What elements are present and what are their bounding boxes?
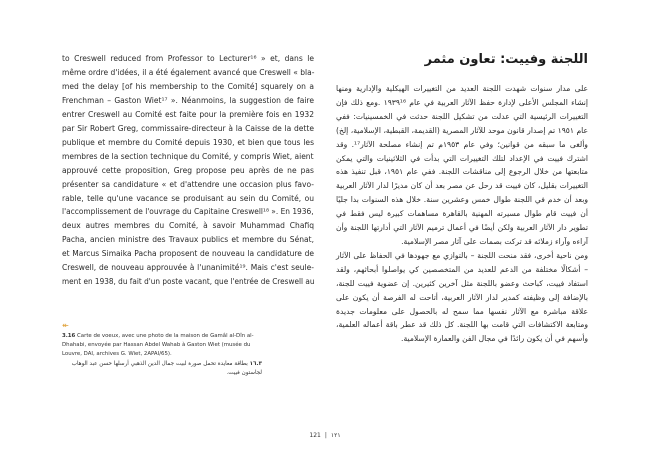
- french-text-column: [62, 52, 314, 289]
- french-line: présenter sa candidature « et d'attendre une occasion plus favo-: [62, 179, 314, 189]
- french-line: ment en 1938, du fait d'un poste vacant, que l'entrée de Creswell au: [62, 277, 315, 287]
- caption-arabic: [62, 360, 262, 378]
- folio-latin: 121: [309, 432, 321, 439]
- arabic-paragraph-1: على مدار سنوات شهدت اللجنة العديد من التغييرات الهيكلية والإدارية ومنها إنشاء المجلس الأعلى لإدارة حفظ الآثار العربية في عام ١٩٣٩¹⁶ .ومع ذلك فإن التغييرات الرئيسية التي عدلت من تشكيل اللجنة حدثت في الخمسينيات: ففي عام ١٩٥١ تم إصدار قانون موحد للآثار المصرية (القديمة، القبطية، الإسلامية، إلخ) وألغى ما سبقه من قوانين؛ وفي عام ١٩٥٣م تم إنشاء مصلحة الآثار¹⁷. وقد اشترك فييت في الإعداد لتلك التغييرات التي بدأت في الثلاثينيات والتي يمكن متابعتها من خلال الرجوع إلى مناقشات اللجنة. ففي عام ١٩٥١، قبل تنفيذ هذه التغييرات بقليل، كان فييت قد رحل عن مصر بعد أن كان مديرًا لدار الآثار العربية وبعد أن خدم في اللجنة طوال خمس وعشرين سنة. خلال هذه السنوات بدا جليًا أن فييت قام طوال مسيرته المهنية بالقاهرة مساهمات كبيرة ليس فقط في تطوير دار الآثار العربية ولكن أيضًا في أعمال ترميم الآثار التي أدارتها اللجنة وأن آراءه وآراء زملائه قد تركت بصمات على آثار مصر الإسلامية.: [336, 84, 589, 246]
- caption-number: 3.16: [62, 332, 76, 339]
- french-line: membres de la section technique du Comité, y compris Wiet, aient: [62, 151, 314, 161]
- french-line: deux autres membres du Comité, à savoir Muhammad Chafiq: [62, 221, 314, 231]
- folio-arabic: ١٢١: [330, 432, 341, 439]
- french-line: l'accomplissement de l'ouvrage du Capitaine Creswell¹⁸ ». En 1936,: [62, 207, 314, 217]
- arrow-icon: ↞: [62, 321, 69, 330]
- caption-arabic-text: بطاقة معايدة تحمل صورة لبيت جمال الدين الذهبي أرسلها حسن عبد الوهاب لجاستون فييت.: [71, 360, 262, 376]
- french-line: Creswell, de nouveau approuvée à l'unanimité¹⁹. Mais c'est seule-: [62, 263, 314, 273]
- figure-caption: [62, 322, 262, 377]
- french-line: Frenchman – Gaston Wiet¹⁷ ». Néanmoins, la suggestion de faire: [62, 95, 314, 105]
- section-title: اللجنة وفييت: تعاون مثمر: [424, 52, 588, 67]
- page-folio: [0, 432, 650, 439]
- french-line: publique et membre du Comité depuis 1930, et bien que tous les: [62, 137, 314, 147]
- french-line: approuvé cette proposition, Greg propose peu après de ne pas: [62, 165, 314, 175]
- french-line: Pacha, ancien ministre des Travaux publics et membre du Sénat,: [62, 235, 314, 245]
- french-line: et Marcus Simaika Pacha proposent de nouveau la candidature de: [62, 249, 314, 259]
- arabic-paragraph-2: ومن ناحية أخرى، فقد منحت اللجنة – بالتوازي مع جهودها في الحفاظ على الآثار – أشكالًا مختلفة من الدعم للعديد من المتخصصين كي يواصلوا أبحاثهم، ولقد استفاد فييت، كباحث وعضو باللجنة مثل آخرين كثيرين. إن عضوية فييت للجنة، بالإضافة إلى وظيفته كمدير لدار الآثار العربية، أتاحت له الفرصة أن يكون على علاقة مباشرة مع الآثار نفسها مما سمح له بالحصول على معلومات جديدة ومتابعة الاكتشافات التي قامت بها اللجنة. كل ذلك قد عطر باقة أعماله العلمية، وأسهم في أن يكون رائدًا في مجال الفن والعمارة الإسلامية.: [336, 250, 588, 344]
- french-line: to Creswell reduced from Professor to Lecturer¹⁶ » et, dans le: [62, 54, 314, 63]
- caption-french: [62, 332, 262, 359]
- caption-arabic-number: ١٦.٣: [249, 360, 262, 367]
- caption-french-text: Carte de voeux, avec une photo de la maison de Gamâl al-Dîn al-Dhahabi, envoyée par Hassan Abdel Wahab à Gaston Wiet (musée du Louvre, DAI, archives G. Wiet, 2APAI/65).: [62, 332, 254, 357]
- french-line: rable, telle qu'une vacance se produisant au sein du Comité, ou: [62, 193, 314, 203]
- french-line: entrer Creswell au Comité est faite pour la première fois en 1932: [62, 109, 314, 119]
- french-line: par Sir Robert Greg, commissaire-directeur à la Caisse de la dette: [62, 123, 314, 133]
- french-line: même ordre d'idées, il a été également avancé que Creswell « bla-: [62, 67, 315, 77]
- arabic-text-column: [336, 52, 588, 346]
- folio-separator: |: [324, 432, 327, 439]
- french-line: med the delay [of his membership to the Comité] squarely on a: [62, 81, 314, 91]
